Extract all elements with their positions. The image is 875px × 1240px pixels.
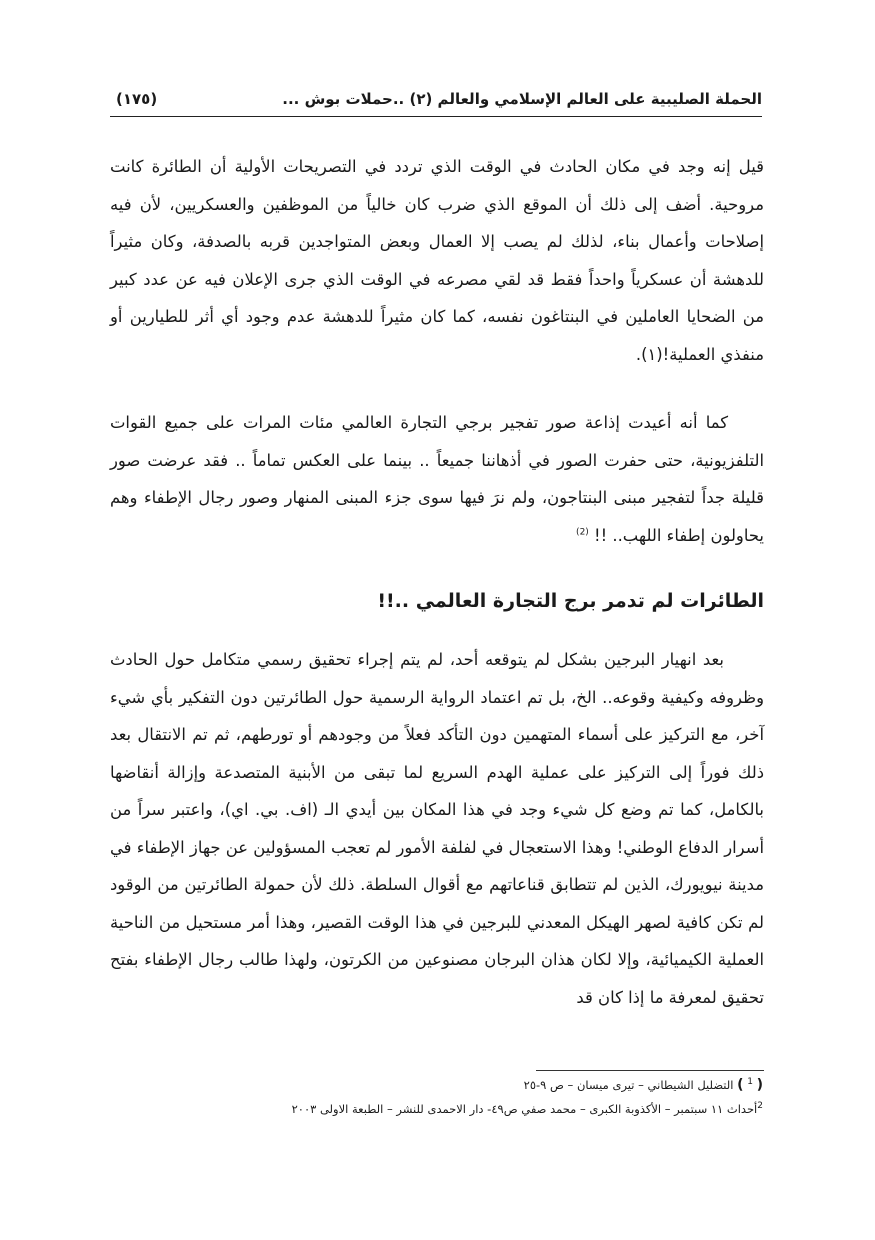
footnote-2 [292,1102,763,1116]
paragraph-1: قيل إنه وجد في مكان الحادث في الوقت الذي تردد في التصريحات الأولية أن الطائرة كانت مروحية. أضف إلى ذلك أن الموقع الذي ضرب كان خالياً من الموظفين والعسكريين، لأن فيه إصلاحات وأعمال بناء، لذلك لم يصب إلا العمال وبعض المتواجدين قربه بالصدفة، وكان مثيراً للدهشة أن عسكرياً واحداً فقط قد لقي مصرعه في الوقت الذي جرى الإعلان فيه عن عدد كبير من الضحايا العاملين في البنتاغون نفسه، كما كان مثيراً للدهشة عدم وجود أي أثر للطيارين أو منفذي العملية!(١). [110,157,764,364]
header-title: الحملة الصليبية على العالم الإسلامي والعالم (٢) ..حملات بوش ... [282,90,762,108]
paragraph-2 [110,404,764,554]
footnote-2-number: 2 [757,1101,763,1112]
footnote-1-mark-open: ( [756,1077,763,1093]
page-number: (١٧٥) [116,90,158,108]
footnote-2-text: أحداث ١١ سبتمبر – الأكذوبة الكبرى – محمد صفي ص٤٩- دار الاحمدى للنشر – الطبعة الاولى ٢٠٠٣ [291,1102,758,1116]
footnote-1-number: 1 [747,1077,753,1088]
paragraph-2-text: كما أنه أعيدت إذاعة صور تفجير برجي التجارة العالمي مئات المرات على جميع القوات التلفزيونية، حتى حفرت الصور في أذهاننا جميعاً .. بينما على العكس تماماً .. فقد عرضت صور قليلة جداً لتفجير مبنى البنتاجون، ولم نرَ فيها سوى جزء المبنى المنهار وصور رجال الإطفاء وهم يحاولون إطفاء اللهب.. !! [110,413,764,545]
section-heading: الطائرات لم تدمر برج التجارة العالمي ..!! [377,590,764,612]
footnote-divider [536,1070,764,1071]
footnote-ref-2[interactable]: (2) [576,527,589,538]
footnote-1-text: التضليل الشيطاني – تيرى ميسان – ص ٩-٢٥ [523,1078,734,1092]
footnote-1-mark-close: ) [737,1077,744,1093]
footnote-1 [524,1077,763,1093]
paragraph-3: بعد انهيار البرجين بشكل لم يتوقعه أحد، لم يتم إجراء تحقيق رسمي متكامل حول الحادث وظروفه وكيفية وقوعه.. الخ، بل تم اعتماد الرواية الرسمية حول الطائرتين دون التفكير بأي شيء آخر، مع التركيز على أسماء المتهمين دون التأكد فعلاً من وجودهم أو تورطهم، ثم تم الانتقال بعد ذلك فوراً إلى التركيز على عملية الهدم السريع لما تبقى من الأبنية المتصدعة وإزالة أنقاضها بالكامل، كما تم وضع كل شيء وجد في هذا المكان بين أيدي الـ (اف. بي. اي)، واعتبر سراً من أسرار الدفاع الوطني! وهذا الاستعجال في لفلفة الأمور لم تعجب المسؤولين عن جهاز الإطفاء في مدينة نيويورك، الذين لم تتطابق قناعاتهم مع أقوال السلطة. ذلك لأن حمولة الطائرتين من الوقود لم تكن كافية لصهر الهيكل المعدني للبرجين في هذا الوقت القصير، وهذا أمر مستحيل من الناحية العملية الكيميائية، وإلا لكان هذان البرجان مصنوعين من الكرتون، ولهذا طالب رجال الإطفاء بفتح تحقيق لمعرفة ما إذا كان قد [110,650,764,1007]
running-header [110,88,762,117]
